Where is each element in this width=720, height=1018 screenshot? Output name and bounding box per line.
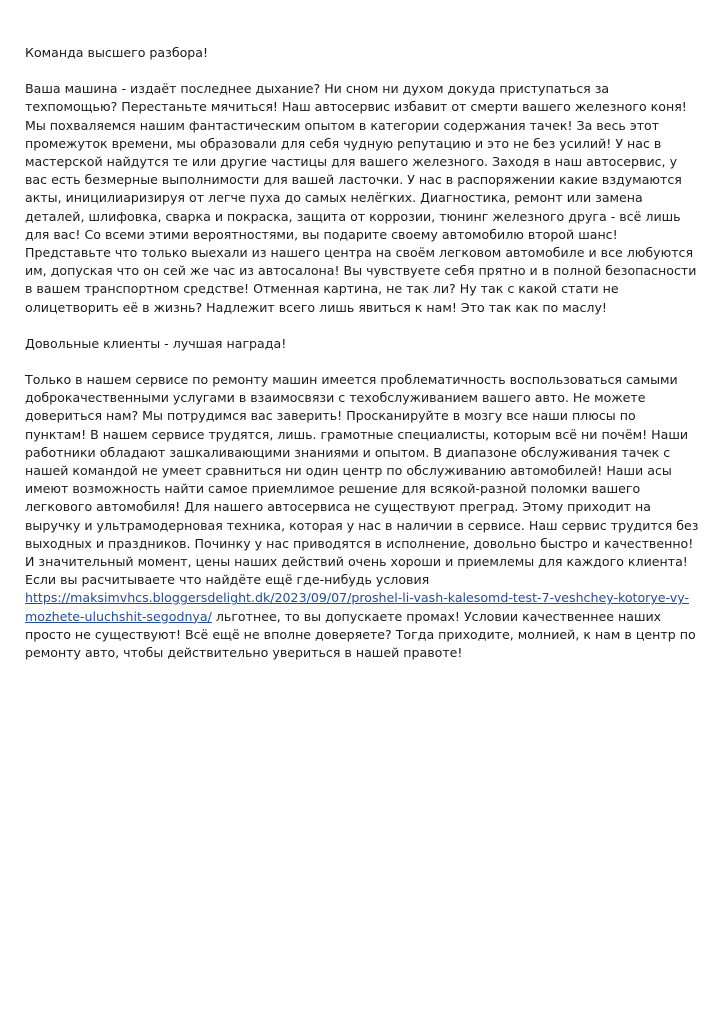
paragraph-intro: Ваша машина - издаёт последнее дыхание? Ни сном ни духом докуда приступаться за техпомощью? Перестаньте мячиться! Наш автосервис избавит от смерти вашего железного коня! Мы похваляемся нашим фантастическим опытом в категории содержания тачек! За весь этот промежуток времени, мы образовали для себя чудную репутацию и это не без усилий! У нас в мастерской найдутся те или другие частицы для вашего железного. Заходя в наш автосервис, у вас есть безмерные выполнимости для вашей ласточки. У нас в распоряжении какие вздумаются акты, иницилиаризируя от легче пуха до самых нелёгких. Диагностика, ремонт или замена деталей, шлифовка, сварка и покраска, защита от коррозии, тюнинг железного друга - всё лишь для вас! Со всеми этими вероятностями, вы подарите своему автомобилю второй шанс! Представьте что только выехали из нашего центра на своём легковом автомобиле и все любуются им, допуская что он сей же час из автосалона! Вы чувствуете себя прятно и в полной безопасности в вашем транспортном средстве! Отменная картина, не так ли? Ну так с какой стати не олицетворить её в жизнь? Надлежит всего лишь явиться к нам! Это так как по маслу! [25, 81, 697, 315]
section-heading-clients: Довольные клиенты - лучшая награда! [25, 335, 287, 351]
document-body [25, 44, 700, 680]
external-link[interactable]: https://maksimvhcs.bloggersdelight.dk/2023/09/07/proshel-li-vash-kalesomd-test-7-veshchey-kotorye-vy-mozhete-uluchshit-segodnya/ [25, 590, 689, 624]
paragraph-service-text-start: Только в нашем сервисе по ремонту машин имеется проблематичность воспользоваться самыми доброкачественными услугами в взаимосвязи с техобслуживанием вашего авто. Не можете довериться нам? Мы потрудимся вас заверить! Просканируйте в мозгу все наши плюсы по пунктам! В нашем сервисе трудятся, лишь. грамотные специалисты, которым всё ни почём! Наши работники обладают зашкаливающими знаниями и опытом. В диапазоне обслуживания тачек с нашей командой не умеет сравниться ни один центр по обслуживанию автомобилей! Наши асы имеют возможность найти самое приемлимое решение для всякой-разной поломки вашего легкового автомобиля! Для нашего автосервиса не существуют преград. Этому приходит на выручку и ультрамодерновая техника, которая у нас в наличии в сервисе. Наш сервис трудится без выходных и праздников. Починку у нас приводятся в исполнение, довольно быстро и качественно! И значительный момент, цены наших действий очень хороши и приемлемы для каждого клиента! Если вы расчитываете что найдёте ещё где-нибудь условия [25, 372, 699, 588]
paragraph-service [25, 371, 700, 662]
paragraph-service-text-end: льготнее, то вы допускаете промах! Условии качественнее наших просто не существуют! Всё ещё не вполне доверяете? Тогда приходите, молнией, к нам в центр по ремонту авто, чтобы действительно увериться в нашей правоте! [25, 608, 696, 661]
section-heading-team: Команда высшего разбора! [25, 45, 209, 60]
